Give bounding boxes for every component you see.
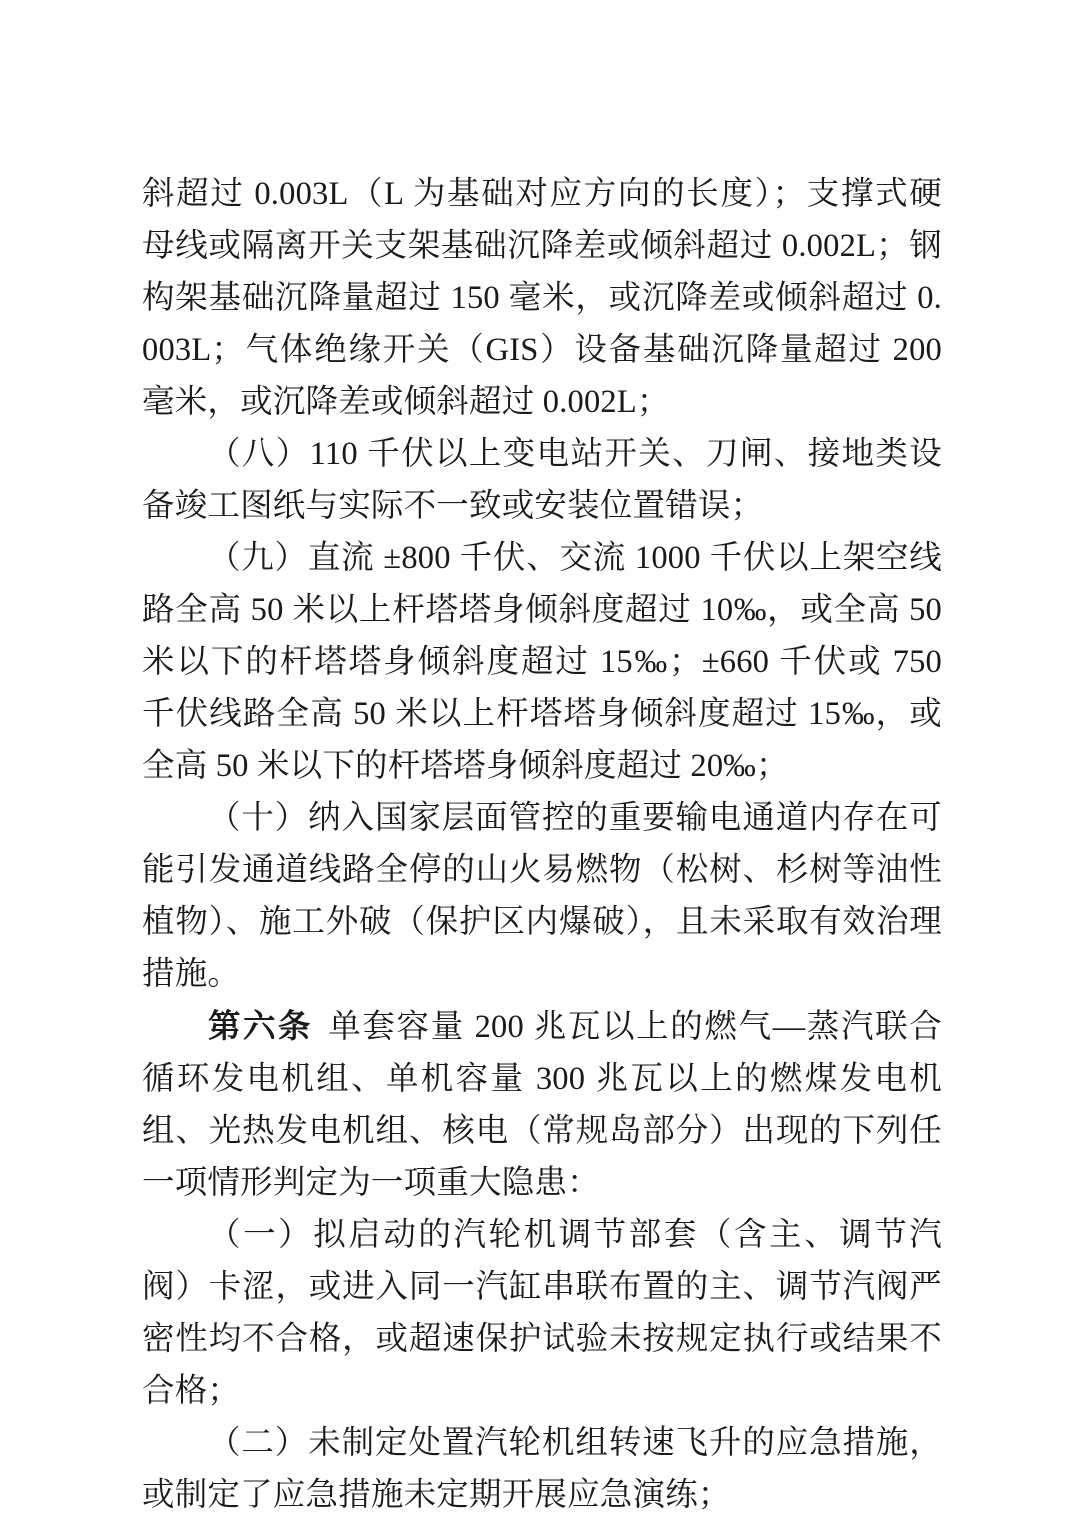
paragraph-article-six <box>142 1000 942 1209</box>
paragraph-item-nine: （九）直流 ±800 千伏、交流 1000 千伏以上架空线路全高 50 米以上杆塔塔身倾斜度超过 10‰，或全高 50 米以下的杆塔塔身倾斜度超过 15‰；±660 千伏或 750 千伏线路全高 50 米以上杆塔塔身倾斜度超过 15‰，或全高 50 米以下的杆塔塔身倾斜度超过 20‰； <box>142 540 942 784</box>
article-six-body: 单套容量 200 兆瓦以上的燃气—蒸汽联合循环发电机组、单机容量 300 兆瓦以上的燃煤发电机组、光热发电机组、核电（常规岛部分）出现的下列任一项情形判定为一项重大隐患： <box>142 1009 942 1201</box>
paragraph-item-one: （一）拟启动的汽轮机调节部套（含主、调节汽阀）卡涩，或进入同一汽缸串联布置的主、调节汽阀严密性均不合格，或超速保护试验未按规定执行或结果不合格； <box>142 1217 942 1409</box>
article-number-label: 第六条 <box>208 1008 313 1044</box>
paragraph-item-eight: （八）110 千伏以上变电站开关、刀闸、接地类设备竣工图纸与实际不一致或安装位置错误； <box>142 436 942 524</box>
document-text-column <box>142 168 942 1521</box>
paragraph-continuation-seven: 斜超过 0.003L（L 为基础对应方向的长度）；支撑式硬母线或隔离开关支架基础沉降差或倾斜超过 0.002L；钢构架基础沉降量超过 150 毫米，或沉降差或倾斜超过 0.003L；气体绝缘开关（GIS）设备基础沉降量超过 200 毫米，或沉降差或倾斜超过 0.002L； <box>142 176 942 420</box>
paragraph-item-ten: （十）纳入国家层面管控的重要输电通道内存在可能引发通道线路全停的山火易燃物（松树、杉树等油性植物）、施工外破（保护区内爆破），且未采取有效治理措施。 <box>142 800 942 992</box>
paragraph-item-two: （二）未制定处置汽轮机组转速飞升的应急措施，或制定了应急措施未定期开展应急演练； <box>142 1425 942 1513</box>
